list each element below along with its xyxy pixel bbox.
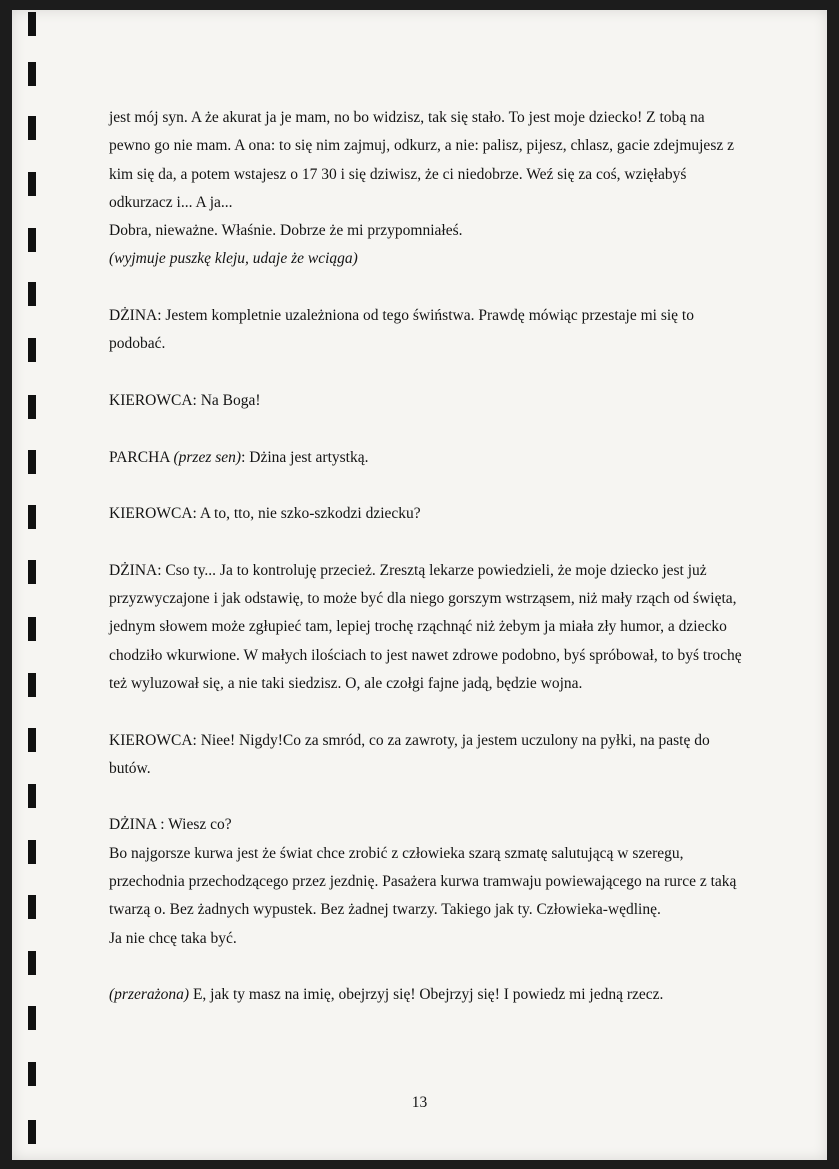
dialogue-text: PARCHA [109, 448, 174, 466]
dialogue-text: DŻINA : Wiesz co? [109, 816, 232, 834]
stage-direction: (wyjmuje puszkę kleju, udaje że wciąga) [109, 250, 358, 268]
binding-holes [0, 0, 44, 1169]
binding-hole [28, 282, 36, 306]
binding-hole [28, 172, 36, 196]
dialogue-text: DŻINA: Cso ty... Ja to kontroluję przecież. Zresztą lekarze powiedzieli, że moje dziecko jest już przyzwyczajone i jak odstawię, to może być dla niego gorszym wstrząsem, niż mały rząch od święta, jednym słowem może zgłupieć tam, lepiej trochę rząchnąć niż żebym ja miała zły humor, a dziecko chodziło wkurwione. W małych ilościach to jest nawet zdrowe podobno, byś spróbował, to byś trochę też wyluzował się, a nie taki siedzisz. O, ale czołgi fajne jadą, będzie wojna. [109, 561, 742, 692]
script-paragraph [109, 444, 749, 472]
dialogue-text: Bo najgorsze kurwa jest że świat chce zrobić z człowieka szarą szmatę salutującą w szeregu, przechodnia przechodzącego przez jezdnię. Pasażera kurwa tramwaju powiewającego na rurce z taką twarzą o. Bez żadnych wypustek. Bez żadnej twarzy. Takiego jak ty. Człowieka-wędlinę. [109, 844, 737, 919]
binding-hole [28, 505, 36, 529]
script-paragraph [109, 500, 749, 528]
binding-hole [28, 1062, 36, 1086]
binding-hole [28, 840, 36, 864]
paragraph-gap [109, 472, 749, 500]
script-paragraph [109, 557, 749, 698]
dialogue-text: Ja nie chcę taka być. [109, 929, 237, 947]
binding-hole [28, 62, 36, 86]
binding-hole [28, 228, 36, 252]
script-paragraph [109, 104, 749, 217]
dialogue-text: KIEROWCA: Niee! Nigdy!Co za smród, co za zawroty, ja jestem uczulony na pyłki, na pastę do butów. [109, 731, 710, 777]
script-paragraph [109, 217, 749, 245]
binding-hole [28, 450, 36, 474]
binding-hole [28, 12, 36, 36]
dialogue-text: Dobra, nieważne. Właśnie. Dobrze że mi przypomniałeś. [109, 222, 463, 240]
script-paragraph [109, 981, 749, 1009]
binding-hole [28, 1006, 36, 1030]
stage-direction: (przerażona) [109, 986, 190, 1004]
script-text-body [109, 104, 749, 1010]
script-paragraph [109, 387, 749, 415]
binding-hole [28, 395, 36, 419]
script-paragraph [109, 727, 749, 784]
binding-hole [28, 784, 36, 808]
script-paragraph [109, 925, 749, 953]
binding-hole [28, 338, 36, 362]
script-paragraph [109, 302, 749, 359]
paragraph-gap [109, 528, 749, 556]
dialogue-text: DŻINA: Jestem kompletnie uzależniona od tego świństwa. Prawdę mówiąc przestaje mi się to podobać. [109, 307, 694, 353]
paragraph-gap [109, 274, 749, 302]
binding-hole [28, 560, 36, 584]
script-paragraph [109, 811, 749, 839]
binding-hole [28, 617, 36, 641]
paragraph-gap [109, 783, 749, 811]
binding-hole [28, 116, 36, 140]
binding-hole [28, 895, 36, 919]
paragraph-gap [109, 415, 749, 443]
paragraph-gap [109, 953, 749, 981]
script-paragraph [109, 840, 749, 925]
dialogue-text: E, jak ty masz na imię, obejrzyj się! Obejrzyj się! I powiedz mi jedną rzecz. [189, 986, 664, 1004]
page-number: 13 [411, 1094, 428, 1111]
dialogue-text: jest mój syn. A że akurat ja je mam, no bo widzisz, tak się stało. To jest moje dziecko! Z tobą na pewno go nie mam. A ona: to się nim zajmuj, odkurz, a nie: palisz, pijesz, chlasz, gacie zdejmujesz z kim się da, a potem wstajesz o 17 30 i się dziwisz, że ci niedobrze. Weź się za coś, wzięłabyś odkurzacz i... A ja... [109, 109, 734, 211]
dialogue-text: KIEROWCA: Na Boga! [109, 391, 261, 409]
binding-hole [28, 673, 36, 697]
binding-hole [28, 951, 36, 975]
binding-hole [28, 1120, 36, 1144]
script-paragraph [109, 245, 749, 273]
stage-direction: (przez sen) [173, 448, 242, 466]
paragraph-gap [109, 698, 749, 726]
binding-hole [28, 728, 36, 752]
paragraph-gap [109, 359, 749, 387]
dialogue-text: KIEROWCA: A to, tto, nie szko-szkodzi dziecku? [109, 505, 421, 523]
dialogue-text: : Dżina jest artystką. [241, 448, 369, 466]
